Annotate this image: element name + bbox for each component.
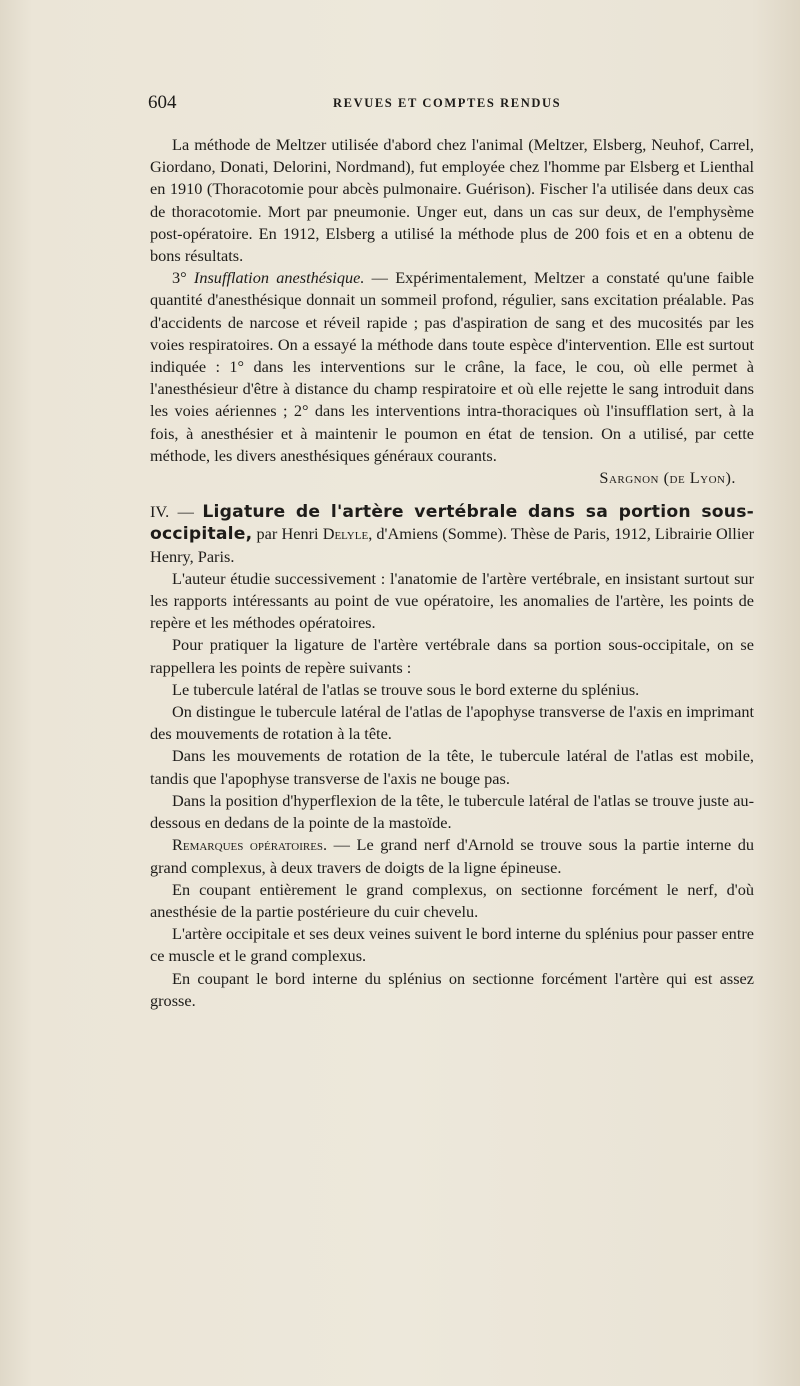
section-heading xyxy=(150,501,754,568)
running-head: REVUES ET COMPTES RENDUS xyxy=(333,96,562,110)
paragraph: Pour pratiquer la ligature de l'artère vertébrale dans sa portion sous-occipitale, on se rappellera les points de repère suivants : xyxy=(150,635,754,677)
reviewer-signature-row xyxy=(150,467,754,489)
paragraph-remarks xyxy=(150,834,754,878)
remarks-text: — Le grand nerf d'Arnold se trouve sous la partie interne du grand complexus, à deux travers de doigts de la ligne épineuse. xyxy=(150,835,754,877)
body-text xyxy=(150,134,754,1012)
byline-post: , d'Amiens (Somme). Thèse de Paris, 1912, Librairie Ollier Henry, Paris. xyxy=(150,524,754,566)
paragraph-insufflation xyxy=(150,267,754,467)
item-number: 3° xyxy=(172,268,194,288)
remarks-label: Remarques opératoires. xyxy=(172,835,328,855)
section-title: Ligature de l'artère vertébrale dans sa portion sous-occipitale, xyxy=(150,502,754,545)
author-name: Delyle xyxy=(322,524,369,544)
section-number: IV. — xyxy=(150,502,203,522)
byline-pre: par Henri xyxy=(252,524,323,544)
paragraph: Le tubercule latéral de l'atlas se trouve sous le bord externe du splénius. xyxy=(172,679,640,699)
paragraph: Dans les mouvements de rotation de la tête, le tubercule latéral de l'atlas est mobile, tandis que l'apophyse transverse de l'axis ne bouge pas. xyxy=(150,746,754,788)
paragraph: L'artère occipitale et ses deux veines suivent le bord interne du splénius pour passer entre ce muscle et le grand complexus. xyxy=(150,924,754,966)
paragraph-meltzer-method: La méthode de Meltzer utilisée d'abord chez l'animal (Meltzer, Elsberg, Neuhof, Carrel, Giordano, Donati, Delorini, Nordmand), fut employée chez l'homme par Elsberg et Lienthal en 1910 (Thoracotomie pour abcès pulmonaire. Guérison). Fischer l'a utilisée dans deux cas de thoracotomie. Mort par pneumonie. Unger eut, dans un cas sur deux, de l'emphysème post-opératoire. En 1912, Elsberg a utilisé la méthode plus de 200 fois et en a obtenu de bons résultats. xyxy=(150,135,754,266)
page-number: 604 xyxy=(148,92,177,113)
paragraph: On distingue le tubercule latéral de l'atlas de l'apophyse transverse de l'axis en imprimant des mouvements de rotation à la tête. xyxy=(150,702,754,744)
paragraph-insufflation-text: — Expérimentalement, Meltzer a constaté qu'une faible quantité d'anesthésique donnait un sommeil profond, régulier, sans excitation préalable. Pas d'accidents de narcose et réveil rapide ; pas d'aspiration de sang et des mucosités par les voies respiratoires. On a essayé la méthode dans toute espèce d'intervention. Elle est surtout indiquée : 1° dans les interventions sur le crâne, la face, le cou, où elle permet à l'anesthésieur d'être à distance du champ respiratoire et où elle rejette le sang introduit dans les voies aériennes ; 2° dans les interventions intra-thoraciques où l'insufflation sert, à la fois, à anesthésier et à maintenir le poumon en état de tension. On a utilisé, par cette méthode, les divers anesthésiques généraux courants. xyxy=(150,268,754,465)
reviewer-signature: Sargnon (de Lyon). xyxy=(599,468,736,488)
paragraph: En coupant le bord interne du splénius on sectionne forcément l'artère qui est assez grosse. xyxy=(150,968,754,1010)
item-title: Insufflation anesthésique. xyxy=(193,268,365,288)
page-header xyxy=(148,92,753,116)
paragraph: Dans la position d'hyperflexion de la tête, le tubercule latéral de l'atlas se trouve juste au-dessous en dedans de la pointe de la mastoïde. xyxy=(150,790,754,833)
paragraph: L'auteur étudie successivement : l'anatomie de l'artère vertébrale, en insistant surtout sur les rapports intéressants au point de vue opératoire, les anomalies de l'artère, les points de repère et les méthodes opératoires. xyxy=(150,568,754,633)
paragraph: En coupant entièrement le grand complexus, on sectionne forcément le nerf, d'où anesthésie de la partie postérieure du cuir chevelu. xyxy=(150,879,754,921)
